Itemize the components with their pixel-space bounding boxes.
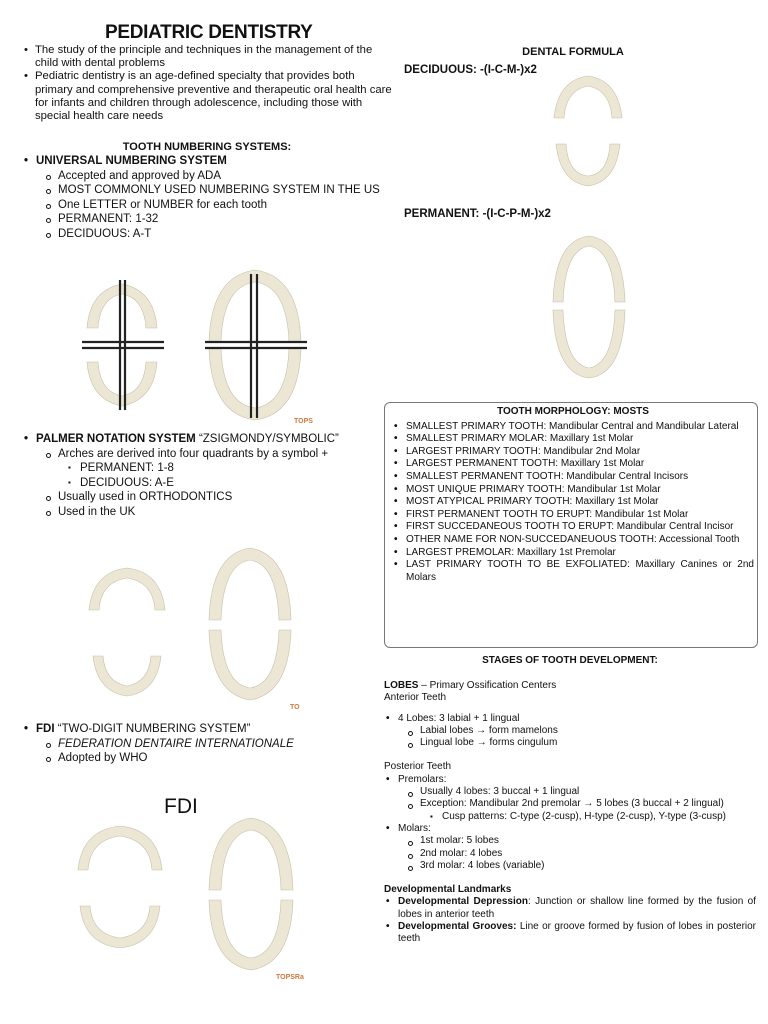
landmarks-heading: Developmental Landmarks	[384, 884, 512, 896]
watermark: TO	[290, 704, 300, 711]
list-item: Molars:	[398, 822, 431, 834]
palmer-deciduous-diagram	[75, 556, 185, 706]
list-item: • LARGEST PERMANENT TOOTH: Maxillary 1st Molar	[392, 458, 754, 471]
list-item: Accepted and approved by ADA	[44, 169, 382, 184]
dep-term: Developmental Depression	[398, 896, 528, 908]
fdi-permanent-diagram	[195, 810, 307, 978]
list-item: One LETTER or NUMBER for each tooth	[44, 198, 382, 213]
intro-item: • Pediatric dentistry is an age-defined specialty that provides both primary and comprehensive preventive and therapeutic oral health care for infants and children through adolescence, including those with special health care needs	[22, 70, 392, 123]
watermark: TOPSRa	[276, 974, 304, 981]
deciduous-formula-diagram	[540, 64, 630, 194]
anterior-heading: Anterior Teeth	[384, 692, 447, 704]
list-item: 3rd molar: 4 lobes (variable)	[406, 860, 756, 872]
formula-heading: DENTAL FORMULA	[522, 46, 624, 58]
development-heading: STAGES OF TOOTH DEVELOPMENT:	[482, 655, 658, 666]
palmer-title: PALMER NOTATION SYSTEM	[36, 433, 196, 445]
list-item: FEDERATION DENTAIRE INTERNATIONALE	[44, 737, 382, 752]
development-section	[384, 680, 756, 946]
list-item: • MOST ATYPICAL PRIMARY TOOTH: Maxillary 1st Molar	[392, 496, 754, 509]
list-item: • LAST PRIMARY TOOTH TO BE EXFOLIATED: Maxillary Canines or 2nd Molars	[392, 559, 754, 584]
fdi-deciduous-diagram	[68, 818, 180, 956]
list-item: 1st molar: 5 lobes	[406, 835, 756, 847]
fdi-subtitle: “TWO-DIGIT NUMBERING SYSTEM”	[57, 723, 251, 735]
list-item: • SMALLEST PRIMARY MOLAR: Maxillary 1st Molar	[392, 433, 754, 446]
list-item: PERMANENT: 1-32	[44, 212, 382, 227]
list-item: • LARGEST PREMOLAR: Maxillary 1st Premolar	[392, 547, 754, 560]
list-item: Usually 4 lobes: 3 buccal + 1 lingual	[406, 786, 756, 798]
fdi-diagram-label: FDI	[164, 795, 198, 818]
watermark: TOPS	[294, 418, 313, 425]
list-item: • SMALLEST PERMANENT TOOTH: Mandibular Central Incisors	[392, 471, 754, 484]
intro-item: • The study of the principle and techniques in the management of the child with dental problems	[22, 44, 392, 70]
list-item: • MOST UNIQUE PRIMARY TOOTH: Mandibular 1st Molar	[392, 484, 754, 497]
list-item: Used in the UK	[44, 505, 382, 520]
groove-term: Developmental Grooves:	[398, 921, 517, 933]
list-item: Adopted by WHO	[44, 751, 382, 766]
list-item: Premolars:	[398, 773, 447, 785]
list-item: • FIRST PERMANENT TOOTH TO ERUPT: Mandibular 1st Molar	[392, 509, 754, 522]
numbering-heading: TOOTH NUMBERING SYSTEMS:	[122, 141, 292, 153]
universal-permanent-diagram	[195, 262, 315, 426]
list-item: ▪ DECIDUOUS: A-E	[66, 476, 382, 491]
list-item: Lingual lobe → forms cingulum	[406, 737, 756, 749]
intro-list	[22, 44, 392, 123]
list-item: Labial lobes → form mamelons	[406, 725, 756, 737]
list-item: 4 Lobes: 3 labial + 1 lingual	[398, 712, 520, 724]
groove-def: Line or groove formed by fusion of lobes in posterior teeth	[398, 921, 757, 945]
universal-section	[22, 154, 382, 241]
palmer-subtitle: “ZSIGMONDY/SYMBOLIC”	[198, 433, 339, 445]
list-item: • SMALLEST PRIMARY TOOTH: Mandibular Central and Mandibular Lateral	[392, 421, 754, 434]
list-item: • OTHER NAME FOR NON-SUCCEDANEUOUS TOOTH: Accessional Tooth	[392, 534, 754, 547]
lobes-def: – Primary Ossification Centers	[418, 680, 557, 691]
list-item: ▪ Cusp patterns: C-type (2-cusp), H-type (2-cusp), Y-type (3-cusp)	[428, 811, 756, 823]
list-item: 2nd molar: 4 lobes	[406, 848, 756, 860]
page-title: PEDIATRIC DENTISTRY	[105, 22, 313, 43]
fdi-section	[22, 722, 382, 766]
posterior-heading: Posterior Teeth	[384, 761, 452, 773]
list-item: Usually used in ORTHODONTICS	[44, 490, 382, 505]
formula-permanent: PERMANENT: -(I-C-P-M-)x2	[404, 208, 551, 220]
list-item: • LARGEST PRIMARY TOOTH: Mandibular 2nd Molar	[392, 446, 754, 459]
lobes-term: LOBES	[384, 680, 419, 691]
permanent-formula-diagram	[535, 228, 635, 388]
formula-deciduous: DECIDUOUS: -(I-C-M-)x2	[404, 64, 537, 76]
list-item: MOST COMMONLY USED NUMBERING SYSTEM IN THE US	[44, 183, 382, 198]
universal-title: UNIVERSAL NUMBERING SYSTEM	[36, 155, 227, 167]
palmer-permanent-diagram	[195, 540, 305, 708]
palmer-section	[22, 432, 382, 519]
morphology-heading: TOOTH MORPHOLOGY: MOSTS	[497, 406, 649, 417]
list-item: Arches are derived into four quadrants by a symbol +	[58, 447, 329, 460]
fdi-title: FDI	[36, 723, 55, 735]
list-item: • FIRST SUCCEDANEOUS TOOTH TO ERUPT: Mandibular Central Incisor	[392, 521, 754, 534]
list-item: ▪ PERMANENT: 1-8	[66, 461, 382, 476]
dep-def: : Junction or shallow line formed by the fusion of lobes in anterior teeth	[398, 896, 757, 920]
list-item: Exception: Mandibular 2nd premolar → 5 lobes (3 buccal + 2 lingual)	[420, 798, 724, 810]
universal-deciduous-diagram	[62, 270, 182, 420]
morphology-section	[392, 406, 754, 584]
list-item: DECIDUOUS: A-T	[44, 227, 382, 242]
